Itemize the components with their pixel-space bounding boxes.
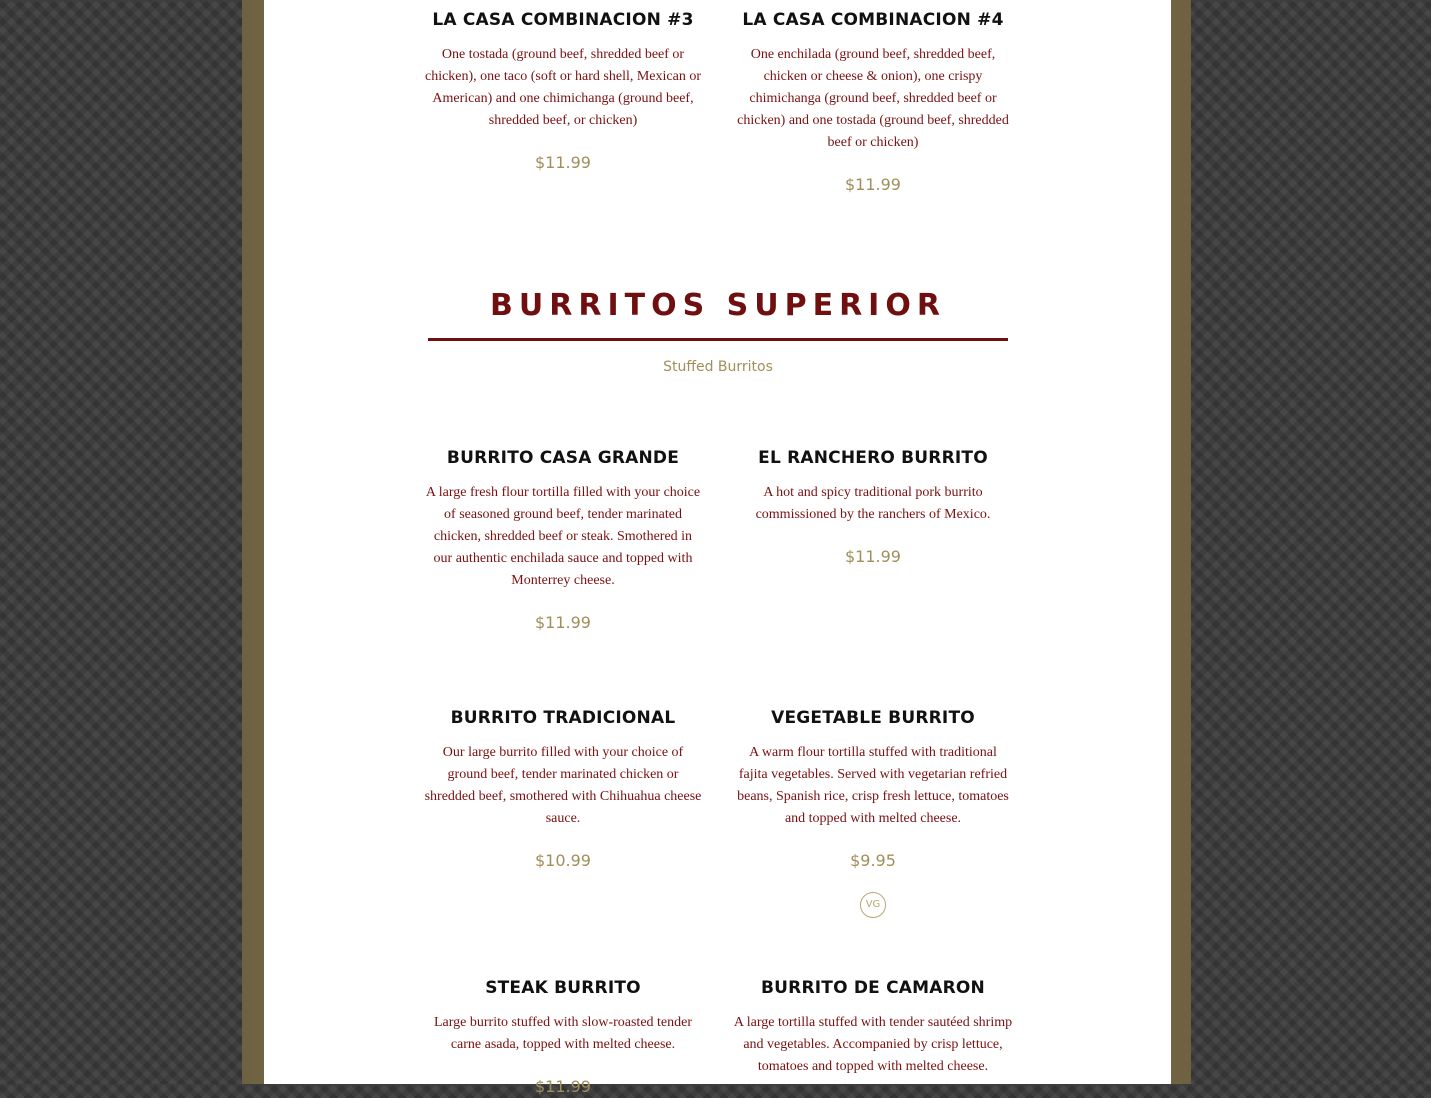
menu-item-price: $11.99 [535, 153, 591, 172]
menu-item-description: Our large burrito filled with your choice of ground beef, tender marinated chicken or shredded beef, smothered with Chihuahua cheese sauce. [424, 745, 702, 826]
menu-item-description: Large burrito stuffed with slow-roasted tender carne asada, topped with melted cheese. [433, 1015, 693, 1052]
menu-item-el-ranchero-burrito [733, 446, 1013, 568]
menu-item-description: One enchilada (ground beef, shredded beef, chicken or cheese & onion), one crispy chimichanga (ground beef, shredded beef or chicken) and one tostada (ground beef, shredded beef or chicken) [737, 47, 1009, 150]
menu-item-price: $11.99 [535, 1077, 591, 1096]
menu-item-title: BURRITO CASA GRANDE [446, 448, 680, 468]
menu-item-title: VEGETABLE BURRITO [771, 708, 975, 728]
menu-item-price: $11.99 [535, 613, 591, 632]
menu-item-title: EL RANCHERO BURRITO [758, 448, 988, 468]
menu-item-steak-burrito [423, 976, 703, 1098]
menu-item-description: One tostada (ground beef, shredded beef or chicken), one taco (soft or hard shell, Mexican or American) and one chimichanga (ground beef, shredded beef, or chicken) [424, 47, 701, 128]
menu-item-description: A large fresh flour tortilla filled with your choice of seasoned ground beef, tender marinated chicken, shredded beef or steak. Smothered in our authentic enchilada sauce and topped with Monterrey cheese. [425, 485, 701, 588]
menu-item-price: $11.99 [845, 175, 901, 194]
menu-item-burrito-de-camaron [733, 976, 1013, 1078]
section-divider [428, 338, 1008, 341]
menu-item-vegetable-burrito [733, 706, 1013, 918]
menu-item-combo-4 [733, 8, 1013, 196]
section-subtitle: Stuffed Burritos [663, 359, 773, 375]
menu-item-burrito-casa-grande [423, 446, 703, 634]
menu-item-title: BURRITO DE CAMARON [761, 978, 985, 998]
menu-item-description: A warm flour tortilla stuffed with traditional fajita vegetables. Served with vegetarian refried beans, Spanish rice, crisp fresh lettuce, tomatoes and topped with melted cheese. [737, 745, 1009, 826]
section-title: BURRITOS SUPERIOR [490, 288, 946, 323]
menu-item-price: $9.95 [850, 851, 896, 870]
menu-item-title: LA CASA COMBINACION #4 [742, 10, 1004, 30]
menu-item-combo-3 [423, 8, 703, 174]
menu-item-description: A hot and spicy traditional pork burrito commissioned by the ranchers of Mexico. [755, 485, 991, 522]
menu-page [264, 0, 1171, 1084]
vegetarian-badge-icon: VG [860, 892, 886, 918]
menu-item-description: A large tortilla stuffed with tender sautéed shrimp and vegetables. Accompanied by crisp lettuce, tomatoes and topped with melted cheese. [733, 1015, 1013, 1074]
menu-item-burrito-tradicional [423, 706, 703, 872]
menu-item-price: $10.99 [535, 851, 591, 870]
menu-item-title: LA CASA COMBINACION #3 [432, 10, 694, 30]
menu-item-title: STEAK BURRITO [485, 978, 641, 998]
menu-item-price: $11.99 [845, 547, 901, 566]
menu-item-title: BURRITO TRADICIONAL [450, 708, 676, 728]
